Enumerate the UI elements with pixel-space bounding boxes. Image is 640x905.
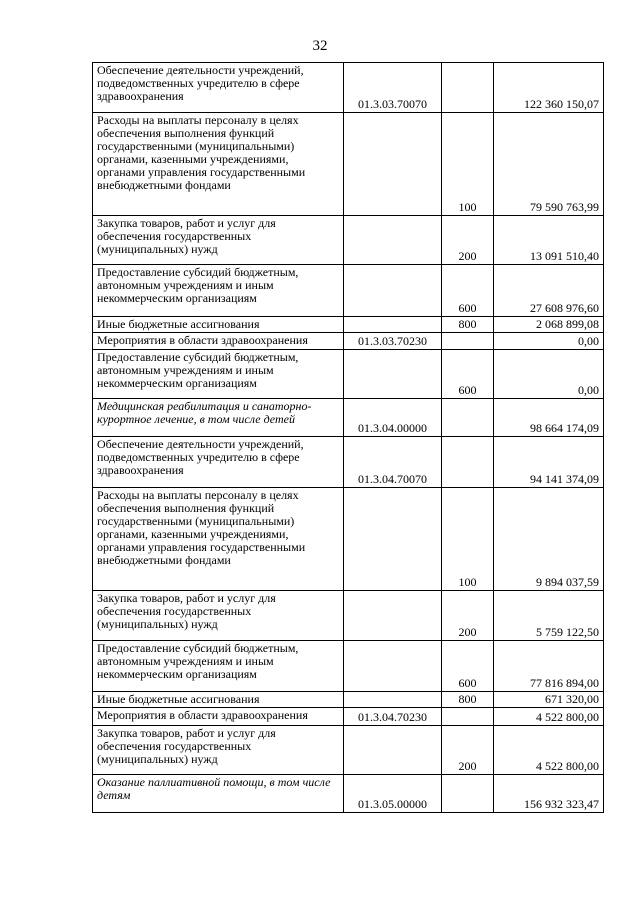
- row-amount-cell: 13 091 510,40: [494, 216, 604, 265]
- row-expense-type-cell: 200: [442, 726, 494, 775]
- row-amount-cell: 122 360 150,07: [494, 63, 604, 113]
- row-amount-cell: 5 759 122,50: [494, 591, 604, 641]
- row-name-cell: Обеспечение деятельности учреждений, подведомственных учредителю в сфере здравоохранения: [93, 437, 344, 488]
- row-amount-cell: 77 816 894,00: [494, 641, 604, 692]
- row-code-cell: 01.3.03.70070: [344, 63, 442, 113]
- table-row: [93, 317, 604, 333]
- row-name-cell: Расходы на выплаты персоналу в целях обеспечения выполнения функций государственными (муниципальными) органами, казенными учреждениями, органами управления государственными внебюджетными фондами: [93, 488, 344, 591]
- row-expense-type-cell: [442, 437, 494, 488]
- row-expense-type-cell: [442, 333, 494, 350]
- row-code-cell: 01.3.05.00000: [344, 775, 442, 813]
- row-code-cell: 01.3.04.00000: [344, 399, 442, 437]
- row-code-cell: [344, 113, 442, 216]
- table-row: [93, 216, 604, 265]
- row-amount-cell: 4 522 800,00: [494, 708, 604, 726]
- row-amount-cell: 98 664 174,09: [494, 399, 604, 437]
- row-expense-type-cell: [442, 708, 494, 726]
- row-amount-cell: 0,00: [494, 350, 604, 399]
- table-row: [93, 437, 604, 488]
- row-name-cell: Закупка товаров, работ и услуг для обеспечения государственных (муниципальных) нужд: [93, 591, 344, 641]
- row-name-cell: Мероприятия в области здравоохранения: [93, 333, 344, 350]
- table-row: [93, 488, 604, 591]
- row-name-cell: Мероприятия в области здравоохранения: [93, 708, 344, 726]
- row-amount-cell: 2 068 899,08: [494, 317, 604, 333]
- row-code-cell: [344, 216, 442, 265]
- row-amount-cell: 4 522 800,00: [494, 726, 604, 775]
- row-name-cell: Предоставление субсидий бюджетным, автономным учреждениям и иным некоммерческим организациям: [93, 350, 344, 399]
- row-code-cell: [344, 591, 442, 641]
- row-amount-cell: 94 141 374,09: [494, 437, 604, 488]
- row-expense-type-cell: [442, 63, 494, 113]
- budget-table-body: [93, 63, 604, 813]
- row-amount-cell: 671 320,00: [494, 692, 604, 708]
- row-name-cell: Обеспечение деятельности учреждений, подведомственных учредителю в сфере здравоохранения: [93, 63, 344, 113]
- row-expense-type-cell: 600: [442, 641, 494, 692]
- table-row: [93, 265, 604, 317]
- row-name-cell: Медицинская реабилитация и санаторно-курортное лечение, в том числе детей: [93, 399, 344, 437]
- row-expense-type-cell: [442, 399, 494, 437]
- table-row: [93, 708, 604, 726]
- table-row: [93, 726, 604, 775]
- budget-table: [92, 62, 604, 813]
- row-code-cell: [344, 726, 442, 775]
- page-number: 32: [312, 38, 328, 54]
- row-amount-cell: 79 590 763,99: [494, 113, 604, 216]
- row-expense-type-cell: 200: [442, 216, 494, 265]
- row-expense-type-cell: [442, 775, 494, 813]
- table-row: [93, 641, 604, 692]
- row-name-cell: Закупка товаров, работ и услуг для обеспечения государственных (муниципальных) нужд: [93, 726, 344, 775]
- row-name-cell: Предоставление субсидий бюджетным, автономным учреждениям и иным некоммерческим организациям: [93, 265, 344, 317]
- row-expense-type-cell: 600: [442, 350, 494, 399]
- row-name-cell: Оказание паллиативной помощи, в том числе детям: [93, 775, 344, 813]
- row-code-cell: 01.3.04.70230: [344, 708, 442, 726]
- row-name-cell: Закупка товаров, работ и услуг для обеспечения государственных (муниципальных) нужд: [93, 216, 344, 265]
- row-expense-type-cell: 600: [442, 265, 494, 317]
- table-row: [93, 692, 604, 708]
- row-code-cell: 01.3.04.70070: [344, 437, 442, 488]
- row-expense-type-cell: 100: [442, 488, 494, 591]
- row-expense-type-cell: 200: [442, 591, 494, 641]
- row-name-cell: Расходы на выплаты персоналу в целях обеспечения выполнения функций государственными (муниципальными) органами, казенными учреждениями, органами управления государственными внебюджетными фондами: [93, 113, 344, 216]
- row-amount-cell: 156 932 323,47: [494, 775, 604, 813]
- row-expense-type-cell: 100: [442, 113, 494, 216]
- table-row: [93, 399, 604, 437]
- table-row: [93, 775, 604, 813]
- row-name-cell: Иные бюджетные ассигнования: [93, 692, 344, 708]
- row-amount-cell: 27 608 976,60: [494, 265, 604, 317]
- row-code-cell: [344, 350, 442, 399]
- row-code-cell: [344, 265, 442, 317]
- table-row: [93, 63, 604, 113]
- row-amount-cell: 0,00: [494, 333, 604, 350]
- row-code-cell: [344, 692, 442, 708]
- row-name-cell: Иные бюджетные ассигнования: [93, 317, 344, 333]
- row-expense-type-cell: 800: [442, 692, 494, 708]
- row-code-cell: [344, 317, 442, 333]
- row-expense-type-cell: 800: [442, 317, 494, 333]
- row-code-cell: [344, 488, 442, 591]
- row-code-cell: 01.3.03.70230: [344, 333, 442, 350]
- table-row: [93, 113, 604, 216]
- row-name-cell: Предоставление субсидий бюджетным, автономным учреждениям и иным некоммерческим организациям: [93, 641, 344, 692]
- table-row: [93, 591, 604, 641]
- table-row: [93, 350, 604, 399]
- row-code-cell: [344, 641, 442, 692]
- table-row: [93, 333, 604, 350]
- row-amount-cell: 9 894 037,59: [494, 488, 604, 591]
